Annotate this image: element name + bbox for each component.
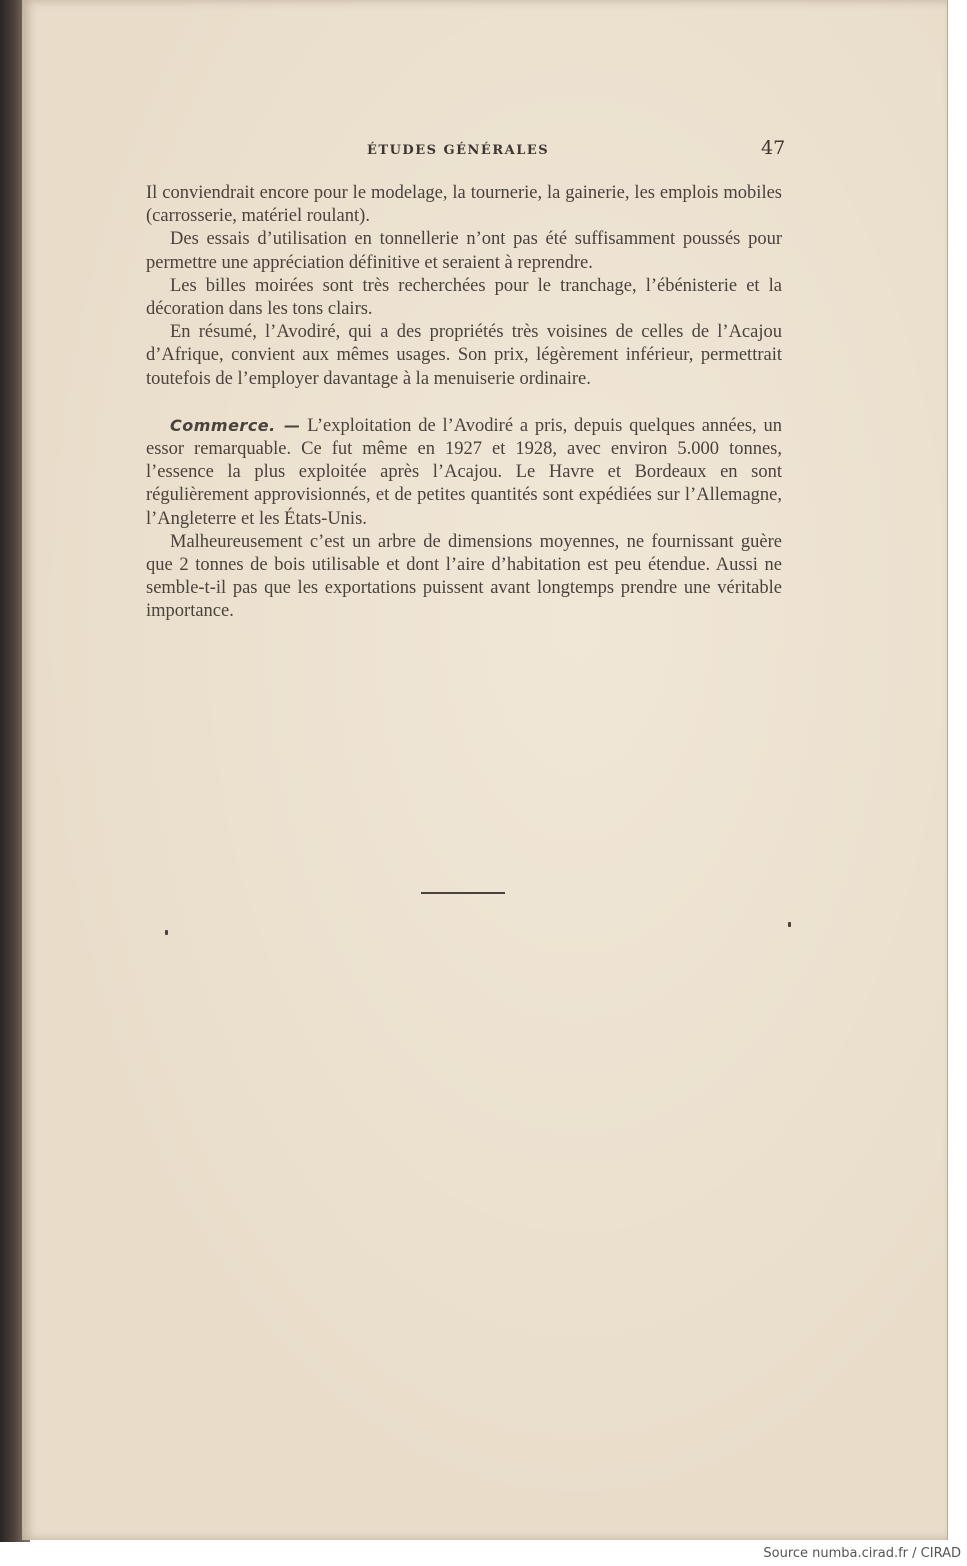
commerce-text: L’exploitation de l’Avodiré a pris, depuis quelques années, un essor remarquable. Ce fut même en 1927 et 1928, avec environ 5.000 tonnes, l’essence la plus exploitée après l’Acajou. Le Havre et Bordeaux en sont régulièrement approvisionnés, et de petites quantités sont expédiées sur l’Allemagne, l’Angleterre et les États-Unis.: [146, 415, 782, 529]
running-head: ÉTUDES GÉNÉRALES: [367, 143, 550, 158]
commerce-heading: Commerce. —: [170, 415, 301, 435]
paragraph-veneer: Les billes moirées sont très recherchées pour le tranchage, l’ébénisterie et la décoration dans les tons clairs.: [146, 275, 782, 320]
end-rule: [421, 892, 505, 894]
paper-speck: [788, 922, 791, 927]
paragraph-cooperage: Des essais d’utilisation en tonnellerie n’ont pas été suffisamment poussés pour permettre une appréciation définitive et seraient à reprendre.: [146, 229, 782, 273]
body-text: [146, 182, 782, 624]
section-gap: [146, 391, 782, 414]
paragraph-conclusion: Malheureusement c’est un arbre de dimensions moyennes, ne fournissant guère que 2 tonnes de bois utilisable et dont l’aire d’habitation est peu étendue. Aussi ne semble-t-il pas que les exportations puissent avant longtemps prendre une véritable importance.: [146, 531, 782, 622]
paragraph-summary: En résumé, l’Avodiré, qui a des propriétés très voisines de celles de l’Acajou d’Afrique, convient aux mêmes usages. Son prix, légèrement inférieur, permettrait toutefois de l’employer davantage à la menuiserie ordinaire.: [146, 322, 782, 389]
page-number: 47: [761, 137, 786, 159]
paragraph-commerce: [146, 414, 782, 531]
paragraph-uses: Il conviendrait encore pour le modelage, la tournerie, la gainerie, les emplois mobiles (carrosserie, matériel roulant).: [146, 183, 782, 227]
paper-speck: [165, 930, 168, 935]
source-credit: Source numba.cirad.fr / CIRAD: [763, 1546, 961, 1561]
